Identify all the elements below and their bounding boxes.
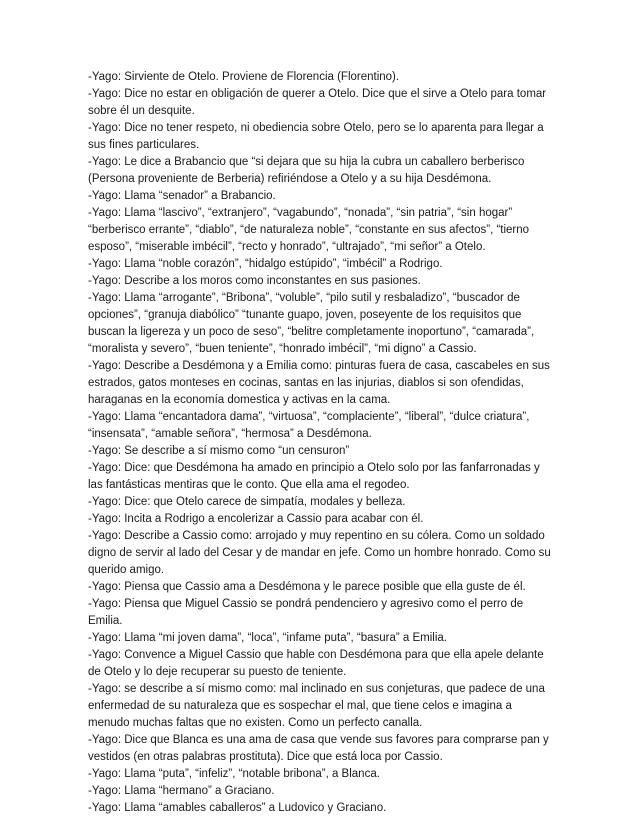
- entry-3: -Yago: Dice no tener respeto, ni obediencia sobre Otelo, pero se lo aparenta para llegar a sus fines particulares.: [88, 122, 544, 151]
- entry-21: -Yago: se describe a sí mismo como: mal inclinado en sus conjeturas, que padece de una enfermedad de su naturaleza que es sospechar el mal, que tiene celos e imagina a menudo muchas faltas que no existen. Como un perfecto canalla.: [88, 683, 545, 729]
- entry-20: -Yago: Convence a Miguel Cassio que hable con Desdémona para que ella apele delante de Otelo y lo deje recuperar su puesto de teniente.: [88, 649, 544, 678]
- entry-6: -Yago: Llama “lascivo”, “extranjero”, “vagabundo”, “nonada”, “sin patria”, “sin hogar” “berberisco errante”, “diablo”, “de naturaleza noble”, “constante en sus afectos”, “tierno esposo”, “miserable imbécil”, “recto y honrado”, “ultrajado”, “mi señor” a Otelo.: [88, 207, 530, 253]
- entry-16: -Yago: Describe a Cassio como: arrojado y muy repentino en su cólera. Como un soldado digno de servir al lado del Cesar y de mandar en jefe. Como un hombre honrado. Como su querido amigo.: [88, 530, 551, 576]
- entry-10: -Yago: Describe a Desdémona y a Emilia como: pinturas fuera de casa, cascabeles en sus estrados, gatos monteses en cocinas, santas en las injurias, diablos si son ofendidas, haraganas en la economía domestica y activas en la cama.: [88, 360, 550, 406]
- entry-14: -Yago: Dice: que Otelo carece de simpatía, modales y belleza.: [88, 496, 406, 508]
- entry-17: -Yago: Piensa que Cassio ama a Desdémona y le parece posible que ella guste de él.: [88, 581, 526, 593]
- entry-9: -Yago: Llama “arrogante”, “Bribona”, “voluble”, “pilo sutil y resbaladizo”, “buscador de opciones”, “granuja diabólico” “tunante guapo, joven, poseyente de los requisitos que buscan la ligereza y un poco de seso”, “belitre completamente inoportuno”, “camarada”, “moralista y severo”, “buen teniente”, “honrado imbécil”, “mi digno” a Cassio.: [88, 292, 535, 355]
- entry-19: -Yago: Llama “mi joven dama”, “loca”, “infame puta”, “basura” a Emilia.: [88, 632, 447, 644]
- entry-12: -Yago: Se describe a sí mismo como “un censuron”: [88, 445, 350, 457]
- entry-1: -Yago: Sirviente de Otelo. Proviene de Florencia (Florentino).: [88, 71, 400, 83]
- entry-8: -Yago: Describe a los moros como inconstantes en sus pasiones.: [88, 275, 421, 287]
- entry-15: -Yago: Incita a Rodrigo a encolerizar a Cassio para acabar con él.: [88, 513, 424, 525]
- entry-24: -Yago: Llama “hermano” a Graciano.: [88, 785, 275, 797]
- entry-7: -Yago: Llama “noble corazón”, “hidalgo estúpido”, “imbécil” a Rodrigo.: [88, 258, 443, 270]
- entry-18: -Yago: Piensa que Miguel Cassio se pondrá pendenciero y agresivo como el perro de Emilia.: [88, 598, 524, 627]
- entry-5: -Yago: Llama “senador” a Brabancio.: [88, 190, 276, 202]
- entry-2: -Yago: Dice no estar en obligación de querer a Otelo. Dice que el sirve a Otelo para tomar sobre él un desquite.: [88, 88, 547, 117]
- entry-23: -Yago: Llama “puta”, “infeliz”, “notable bribona”, a Blanca.: [88, 768, 380, 780]
- entry-22: -Yago: Dice que Blanca es una ama de casa que vende sus favores para comprarse pan y vestidos (en otras palabras prostituta). Dice que está loca por Cassio.: [88, 734, 549, 763]
- entry-11: -Yago: Llama “encantadora dama”, “virtuosa”, “complaciente”, “liberal”, “dulce criatura”, “insensata”, “amable señora”, “hermosa” a Desdémona.: [88, 411, 530, 440]
- entry-25: -Yago: Llama “amables caballeros” a Ludovico y Graciano.: [88, 802, 387, 814]
- document-body: [88, 69, 554, 817]
- entry-4: -Yago: Le dice a Brabancio que “si dejara que su hija la cubra un caballero berberisco (Persona proveniente de Berberia) refiriéndose a Otelo y a su hija Desdémona.: [88, 156, 525, 185]
- entry-13: -Yago: Dice: que Desdémona ha amado en principio a Otelo solo por las fanfarronadas y las fantásticas mentiras que le conto. Que ella ama el regodeo.: [88, 462, 540, 491]
